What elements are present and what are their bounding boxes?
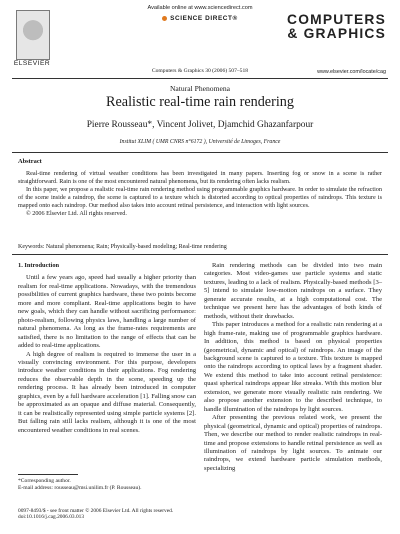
- abstract-paragraph-2: In this paper, we propose a realistic real-time rain rendering method using programmable graphics hardware. In order to simulate the refraction of the scene inside a raindrop, the scene is captured to a texture which is distorted according to optical properties of raindrops. This texture is mapped onto each raindrop. Our method also takes into account retinal persistence, and interaction with light sources.: [18, 186, 382, 209]
- right-paragraph-3: After presenting the previous related work, we present the physical (geometrical, dynamic and optical) properties of raindrops. Then, we describe our method to render realistic raindrops in real-time and propose extensions to handle retinal persistence as well as illumination of raindrops by light sources. To animate our raindrops, we extend hardware particle simulation methods, specializing: [204, 414, 382, 472]
- abstract-heading: Abstract: [18, 158, 42, 165]
- paper-title: Realistic real-time rain rendering: [106, 94, 294, 110]
- elsevier-tree-icon: [16, 10, 50, 60]
- right-paragraph-2: This paper introduces a method for a realistic rain rendering at a high frame-rate, making use of programmable graphics hardware. In addition, this method is based on physical properties (geometrical, dynamic and optical) of raindrops. An image of the background scene is captured to a texture. This texture is mapped onto the raindrops according to optical laws by a fragment shader. We extend this method to take into account retinal persistence: quasi spherical raindrops appear like streaks. With this motion blur extension, we generate more visually realistic rain rendering. We also propose another extension to the described technique, to handle illumination of the raindrops by light sources.: [204, 321, 382, 413]
- right-paragraph-1: Rain rendering methods can be divided into two main categories. Most video-games use particle systems and static textures, leading to a lack of realism. Physically-based methods [3–5] intend to simulate low-motion raindrops on a surface. They generate accurate results, at a high computational cost. The technique we present here has the advantages of both kinds of methods, without their drawbacks.: [204, 262, 382, 320]
- keywords: Keywords: Natural phenomena; Rain; Physically-based modeling; Real-time rendering: [18, 244, 227, 250]
- footnote-email[interactable]: E-mail address: rousseau@msi.unilim.fr (P. Rousseau).: [18, 485, 142, 491]
- left-column: [18, 262, 196, 435]
- footnote: [18, 474, 196, 492]
- sciencedirect-dot-icon: [162, 16, 167, 21]
- left-paragraph-1: Until a few years ago, speed had usually a higher priority than realism for real-time applications. Nowadays, with the tremendous possibilities of current graphics hardware, these two points become more and more compliant. Real-time applications begin to have new goals, which they can handle without sacrificing performance: photo-realism, following physics laws, handling a large number of natural phenomena. As long as the frame-rates requirements are satisfied, there is no limitation to the range of effects that can be added to real-time applications.: [18, 274, 196, 350]
- footnote-divider: [18, 474, 78, 475]
- affiliation: Institut XLIM ( UMR CNRS n°6172 ), Université de Limoges, France: [119, 139, 281, 145]
- abstract-paragraph-1: Real-time rendering of virtual weather conditions has been investigated in many papers. Inserting fog or snow in a scene is rather straightforward. Rain is one of the most encountered natural phenomena, but its rendering often lacks realism.: [18, 170, 382, 185]
- available-online-text: Available online at www.sciencedirect.com: [147, 5, 253, 11]
- abstract-bottom-divider: [12, 254, 388, 255]
- abstract-copyright: © 2006 Elsevier Ltd. All rights reserved.: [26, 210, 127, 217]
- section-heading-introduction: 1. Introduction: [18, 262, 60, 269]
- journal-title-line-2: & GRAPHICS: [287, 26, 386, 41]
- journal-title: [287, 13, 386, 41]
- footnote-corresponding: *Corresponding author.: [18, 478, 71, 484]
- journal-citation: Computers & Graphics 30 (2006) 507–518: [151, 68, 249, 74]
- journal-title-line-1: COMPUTERS: [287, 12, 386, 27]
- issn-line: 0097-8493/$ - see front matter © 2006 Elsevier Ltd. All rights reserved.: [18, 508, 174, 514]
- sciencedirect-wordmark: SCIENCE DIRECT®: [170, 15, 238, 22]
- left-paragraph-2: A high degree of realism is required to immerse the user in a visually convincing environment. For this purpose, developers introduce weather conditions in their applications. Fog rendering reduces the observable depth in the scene, speeding up the rendering process. It has already been introduced in computer graphics, even by a full hardware acceleration [1]. Falling snow can be approximated as an opaque and diffuse material. Consequently, it can be realistically represented using simple particle systems [2]. But falling rain still lacks realism, although it is one of the most encountered weather conditions in real scenes.: [18, 350, 196, 434]
- section-label: Natural Phenomena: [169, 84, 231, 93]
- publisher-name: ELSEVIER: [13, 60, 51, 67]
- header-divider: [12, 78, 388, 79]
- doi-line[interactable]: doi:10.1016/j.cag.2006.03.013: [18, 514, 85, 521]
- author-list: Pierre Rousseau*, Vincent Jolivet, Djamchid Ghazanfarpour: [86, 120, 314, 130]
- right-column: [204, 262, 382, 473]
- sciencedirect-logo: [130, 14, 270, 23]
- abstract: [18, 158, 382, 218]
- copyright-block: [18, 508, 218, 521]
- abstract-top-divider: [12, 152, 388, 153]
- journal-url[interactable]: www.elsevier.com/locate/cag: [317, 69, 386, 75]
- elsevier-logo: [12, 10, 52, 70]
